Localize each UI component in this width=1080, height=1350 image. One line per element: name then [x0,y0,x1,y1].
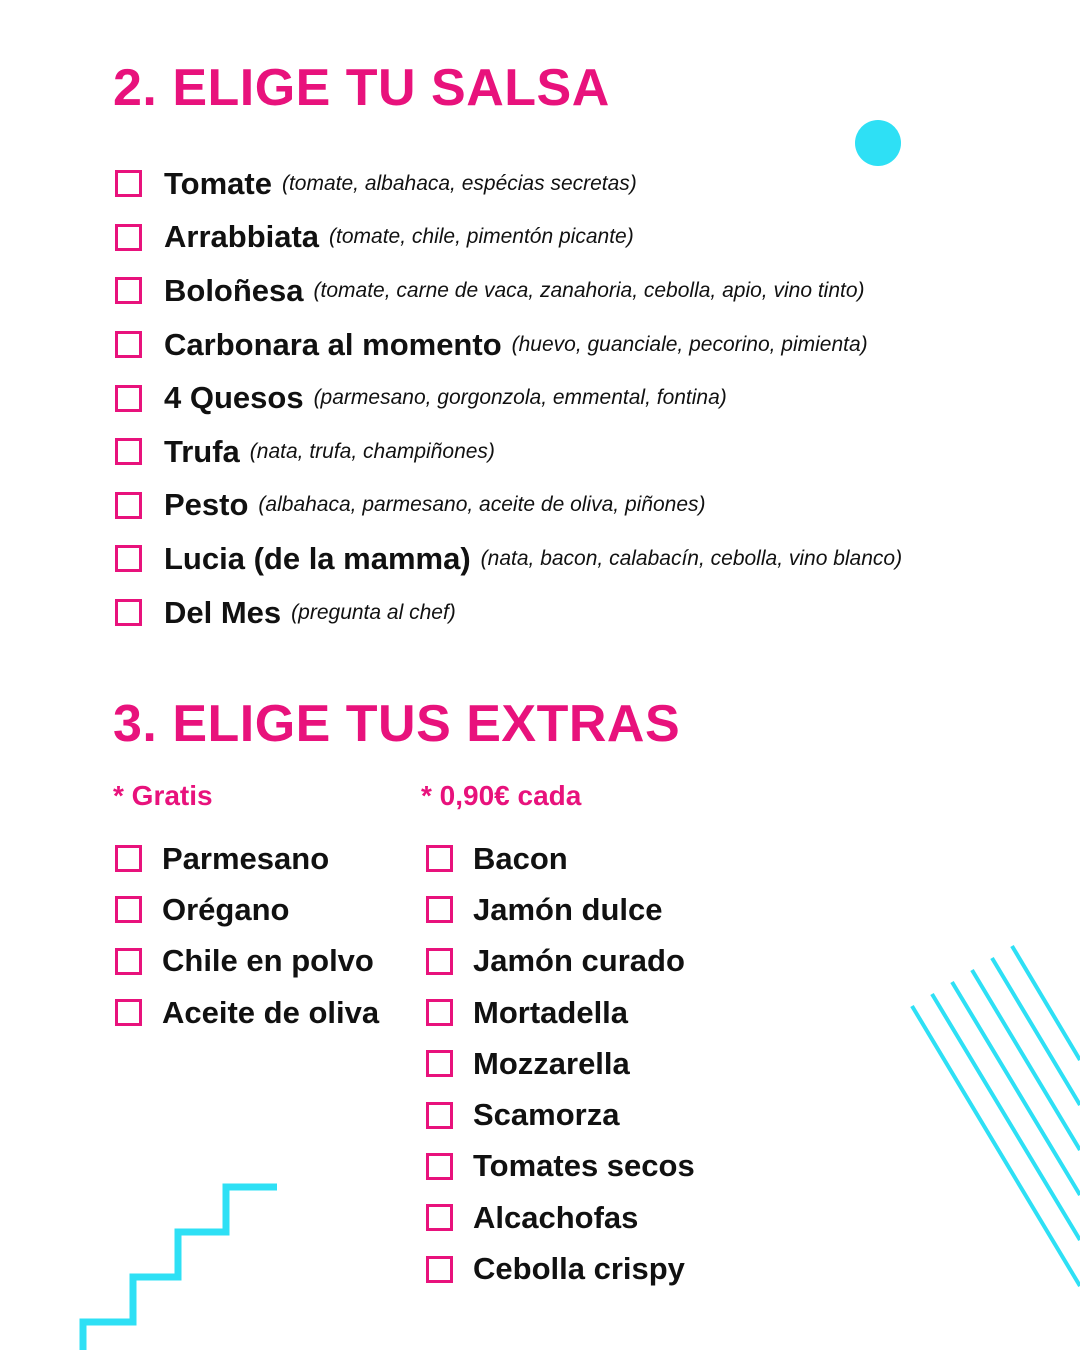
sauce-ingredients: (albahaca, parmesano, aceite de oliva, piñones) [258,493,706,517]
sauce-name: Boloñesa [164,272,304,308]
extra-name: Parmesano [162,840,330,876]
sauce-name: Trufa [164,433,240,469]
extra-name: Bacon [473,840,568,876]
sauce-section-title: 2. ELIGE TU SALSA [113,59,610,117]
sauce-ingredients: (tomate, chile, pimentón picante) [329,225,634,249]
extra-name: Jamón dulce [473,891,663,927]
sauce-ingredients: (huevo, guanciale, pecorino, pimienta) [511,332,868,356]
sauce-ingredients: (nata, bacon, calabacín, cebolla, vino blanco) [480,546,903,570]
extra-name: Alcachofas [473,1199,639,1235]
sauce-ingredients: (parmesano, gorgonzola, emmental, fontina) [313,386,727,410]
paid-extras-heading: * 0,90€ cada [421,780,582,811]
sauce-name: Lucia (de la mamma) [164,540,471,576]
sauce-ingredients: (tomate, albahaca, espécias secretas) [281,171,637,195]
extras-section-title: 3. ELIGE TUS EXTRAS [113,695,681,753]
sauce-ingredients: (tomate, carne de vaca, zanahoria, cebolla, apio, vino tinto) [313,278,865,302]
sauce-name: 4 Quesos [164,380,304,416]
extra-name: Aceite de oliva [162,994,380,1030]
extra-name: Jamón curado [473,943,685,979]
extra-name: Cebolla crispy [473,1251,685,1287]
sauce-ingredients: (pregunta al chef) [291,600,456,624]
sauce-name: Arrabbiata [164,219,320,255]
decor-diagonal-lines [912,946,1080,1286]
sauce-name: Pesto [164,487,249,523]
extra-name: Orégano [162,891,290,927]
extra-name: Scamorza [473,1097,620,1133]
extra-name: Tomates secos [473,1148,695,1184]
decor-stairs [83,1187,277,1350]
sauce-name: Tomate [164,165,272,201]
sauce-name: Del Mes [164,594,282,630]
sauce-name: Carbonara al momento [164,326,502,362]
free-extras-heading: * Gratis [113,780,213,811]
extra-name: Chile en polvo [162,943,374,979]
decor-circle [855,120,901,166]
extra-name: Mozzarella [473,1045,630,1081]
extra-name: Mortadella [473,994,629,1030]
sauce-ingredients: (nata, trufa, champiñones) [249,439,495,463]
